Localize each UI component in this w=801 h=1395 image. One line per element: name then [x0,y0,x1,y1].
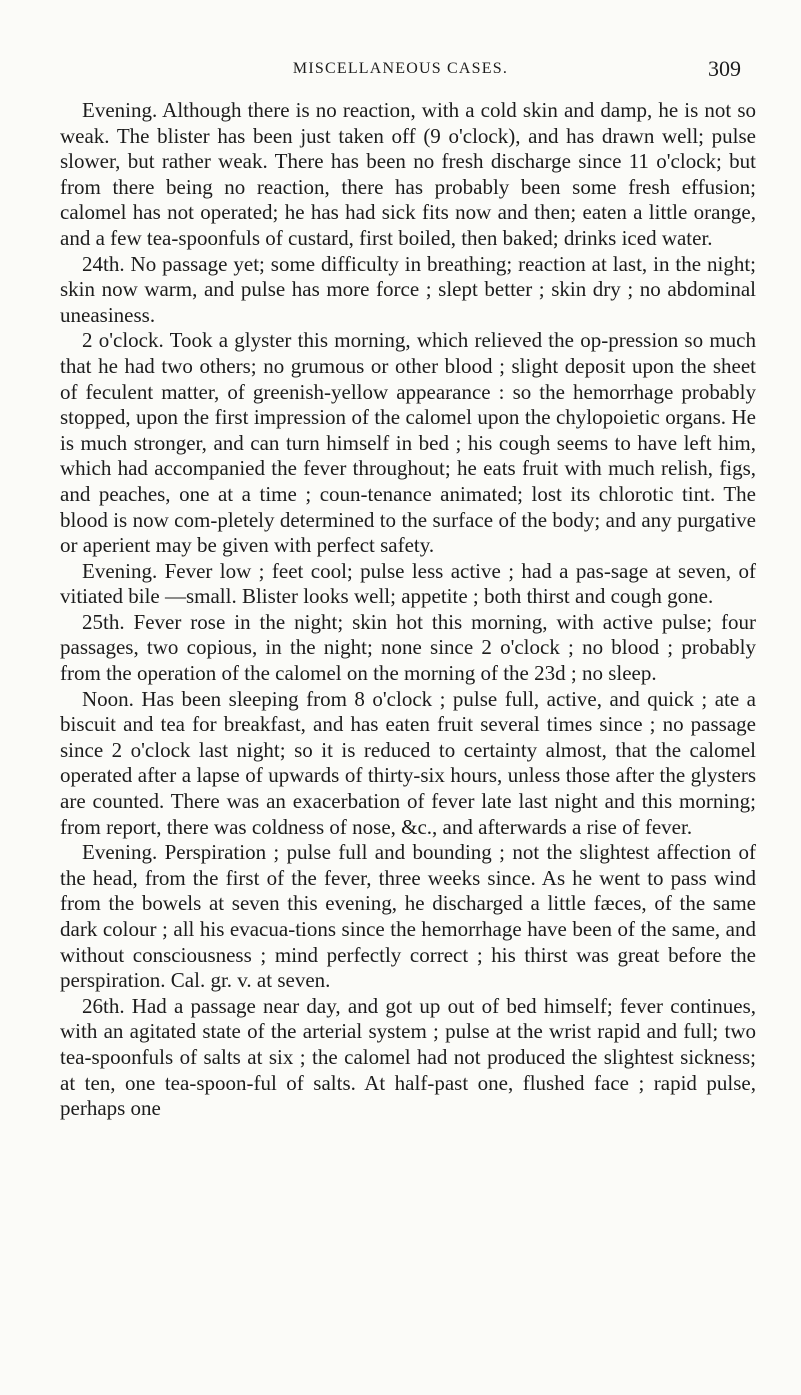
running-head [60,56,741,86]
paragraph: Noon. Has been sleeping from 8 o'clock ; pulse full, active, and quick ; ate a biscuit and tea for breakfast, and has eaten fruit several times since ; no passage since 2 o'clock last night; so it is reduced to certainty almost, that the calomel operated after a lapse of upwards of thirty-six hours, unless those after the glysters are counted. There was an exacerbation of fever late last night and this morning; from report, there was coldness of nose, &c., and afterwards a rise of fever. [60,686,756,839]
paragraph: 2 o'clock. Took a glyster this morning, which relieved the op-pression so much that he had two others; no grumous or other blood ; slight deposit upon the sheet of feculent matter, of greenish-yellow appearance : so the hemorrhage probably stopped, upon the first impression of the calomel upon the chylopoietic organs. He is much stronger, and can turn himself in bed ; his cough seems to have left him, which had accompanied the fever throughout; he eats fruit with much relish, figs, and peaches, one at a time ; coun-tenance animated; lost its chlorotic tint. The blood is now com-pletely determined to the surface of the body; and any purgative or aperient may be given with perfect safety. [60,328,756,558]
paragraph: 25th. Fever rose in the night; skin hot this morning, with active pulse; four passages, two copious, in the night; none since 2 o'clock ; no blood ; probably from the operation of the calomel on the morning of the 23d ; no sleep. [60,609,756,686]
paragraph: 26th. Had a passage near day, and got up out of bed himself; fever continues, with an agitated state of the arterial system ; pulse at the wrist rapid and full; two tea-spoonfuls of salts at six ; the calomel had not produced the slightest sickness; at ten, one tea-spoon-ful of salts. At half-past one, flushed face ; rapid pulse, perhaps one [60,993,756,1121]
paragraph: Evening. Perspiration ; pulse full and bounding ; not the slightest affection of the head, from the first of the fever, three weeks since. As he went to pass wind from the bowels at seven this evening, he discharged a little fæces, of the same dark colour ; all his evacua-tions since the hemorrhage have been of the same, and without consciousness ; mind perfectly correct ; his thirst was great before the perspiration. Cal. gr. v. at seven. [60,840,756,993]
running-head-title: MISCELLANEOUS CASES. [292,60,509,77]
body-text [60,98,756,1122]
paragraph: Evening. Although there is no reaction, with a cold skin and damp, he is not so weak. The blister has been just taken off (9 o'clock), and has drawn well; pulse slower, but rather weak. There has been no fresh discharge since 11 o'clock; but from there being no reaction, there has probably been some fresh effusion; calomel has not operated; he has had sick fits now and then; eaten a little orange, and a few tea-spoonfuls of custard, first boiled, then baked; drinks iced water. [60,98,756,250]
paragraph: Evening. Fever low ; feet cool; pulse less active ; had a pas-sage at seven, of vitiated bile —small. Blister looks well; appetite ; both thirst and cough gone. [60,558,756,609]
page-number: 309 [708,56,741,81]
paragraph: 24th. No passage yet; some difficulty in breathing; reaction at last, in the night; skin now warm, and pulse has more force ; slept better ; skin dry ; no abdominal uneasiness. [60,251,756,327]
